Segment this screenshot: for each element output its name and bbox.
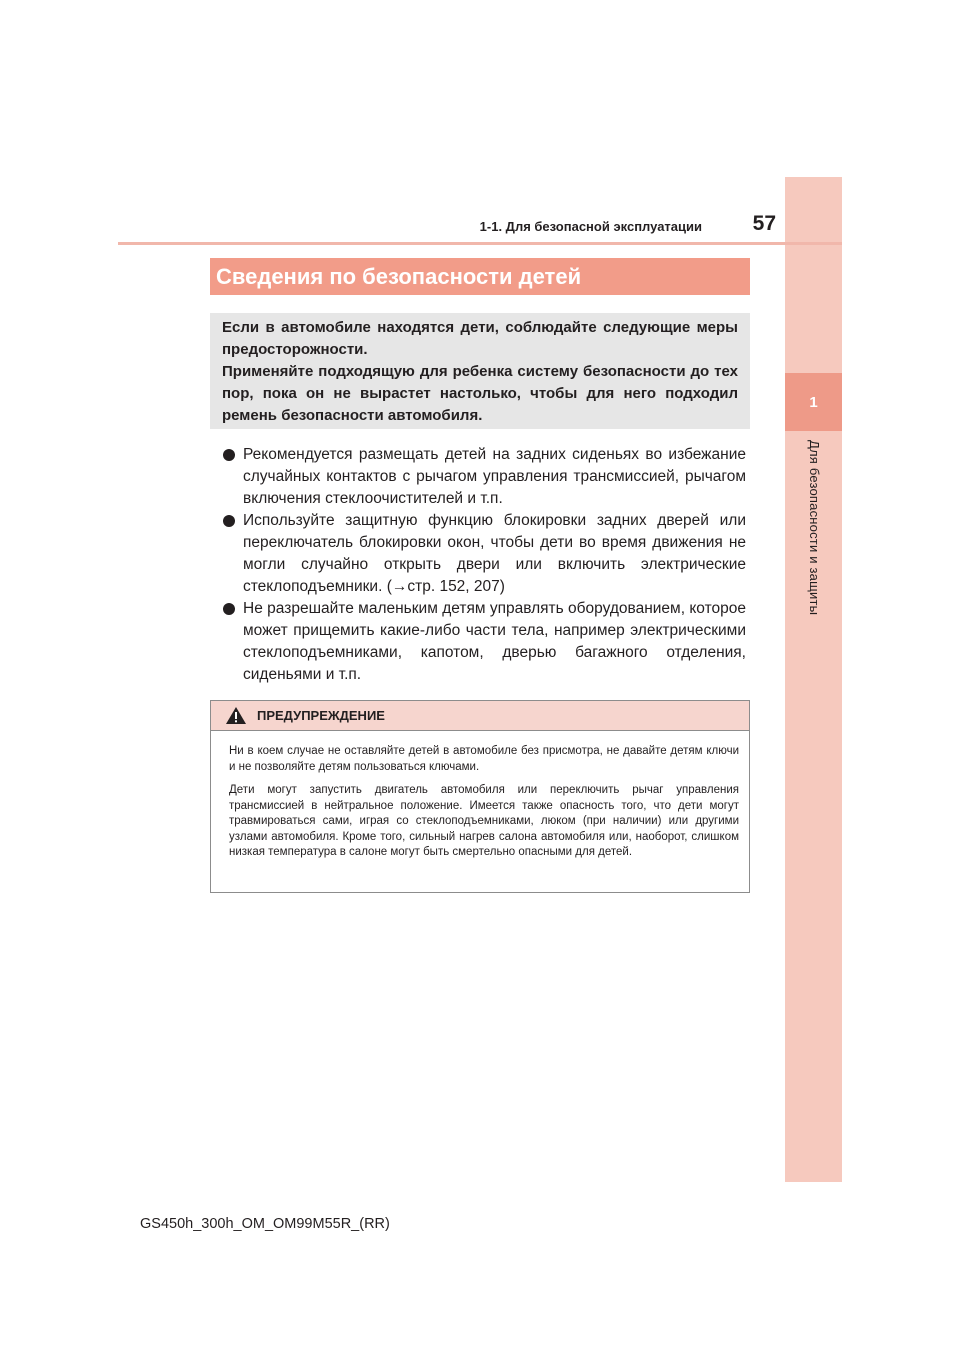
bullet-icon [223, 449, 235, 461]
list-item [222, 444, 746, 510]
bullet-list [222, 444, 746, 686]
intro-box [210, 313, 750, 429]
header-divider [118, 242, 842, 245]
warning-paragraph: Ни в коем случае не оставляйте детей в автомобиле без присмотра, не давайте детям ключи и не позволяйте детям пользоваться ключами. [229, 745, 739, 773]
intro-paragraph: Применяйте подходящую для ребенка систему безопасности до тех пор, пока он не вырастет настолько, чтобы для него подходил ремень безопасности автомобиля. [222, 363, 738, 424]
chapter-label: Для безопасности и защиты [807, 440, 822, 616]
warning-paragraph: Дети могут запустить двигатель автомобиля или переключить рычаг управления трансмиссией в нейтральное положение. Имеется также опасность того, что дети могут травмироваться сами, играя со стеклоподъемниками, люком (при наличии) или другими узлами автомобиля. Кроме того, сильный нагрев салона автомобиля или, наоборот, слишком низкая температура в салоне могут быть смертельно опасными для детей. [229, 784, 739, 858]
section-title: 1-1. Для безопасной эксплуатации [479, 219, 702, 234]
bullet-icon [223, 603, 235, 615]
warning-triangle-icon [225, 706, 247, 725]
page-number: 57 [752, 212, 776, 235]
list-item-text: Используйте защитную функцию блокировки задних дверей или переключатель блокировки окон, чтобы дети во время движения не могли случайно открыть двери или включить электрические стеклоподъемники. (→стр. 152, 207) [243, 512, 746, 595]
page-title: Сведения по безопасности детей [216, 263, 582, 289]
intro-paragraph: Если в автомобиле находятся дети, соблюдайте следующие меры предосторожности. [222, 319, 738, 358]
list-item-text: Рекомендуется размещать детей на задних сиденьях во избежание случайных контактов с рычагом управления трансмиссией, рычагом включения стеклоочистителей и т.п. [243, 446, 746, 507]
warning-heading: ПРЕДУПРЕЖДЕНИЕ [257, 708, 385, 723]
bullet-icon [223, 515, 235, 527]
page-title-bar [210, 258, 750, 295]
chapter-number: 1 [785, 373, 842, 431]
warning-body [211, 731, 749, 861]
list-item [222, 598, 746, 686]
warning-header [211, 701, 749, 731]
footer-doc-id: GS450h_300h_OM_OM99M55R_(RR) [140, 1216, 390, 1232]
list-item [222, 510, 746, 598]
list-item-text: Не разрешайте маленьким детям управлять оборудованием, которое может прищемить какие-либо части тела, например электрическими стеклоподъемниками, капотом, дверью багажного отделения, сиденьями и т.п. [243, 600, 746, 683]
side-tab [785, 177, 842, 1182]
warning-box [210, 700, 750, 893]
